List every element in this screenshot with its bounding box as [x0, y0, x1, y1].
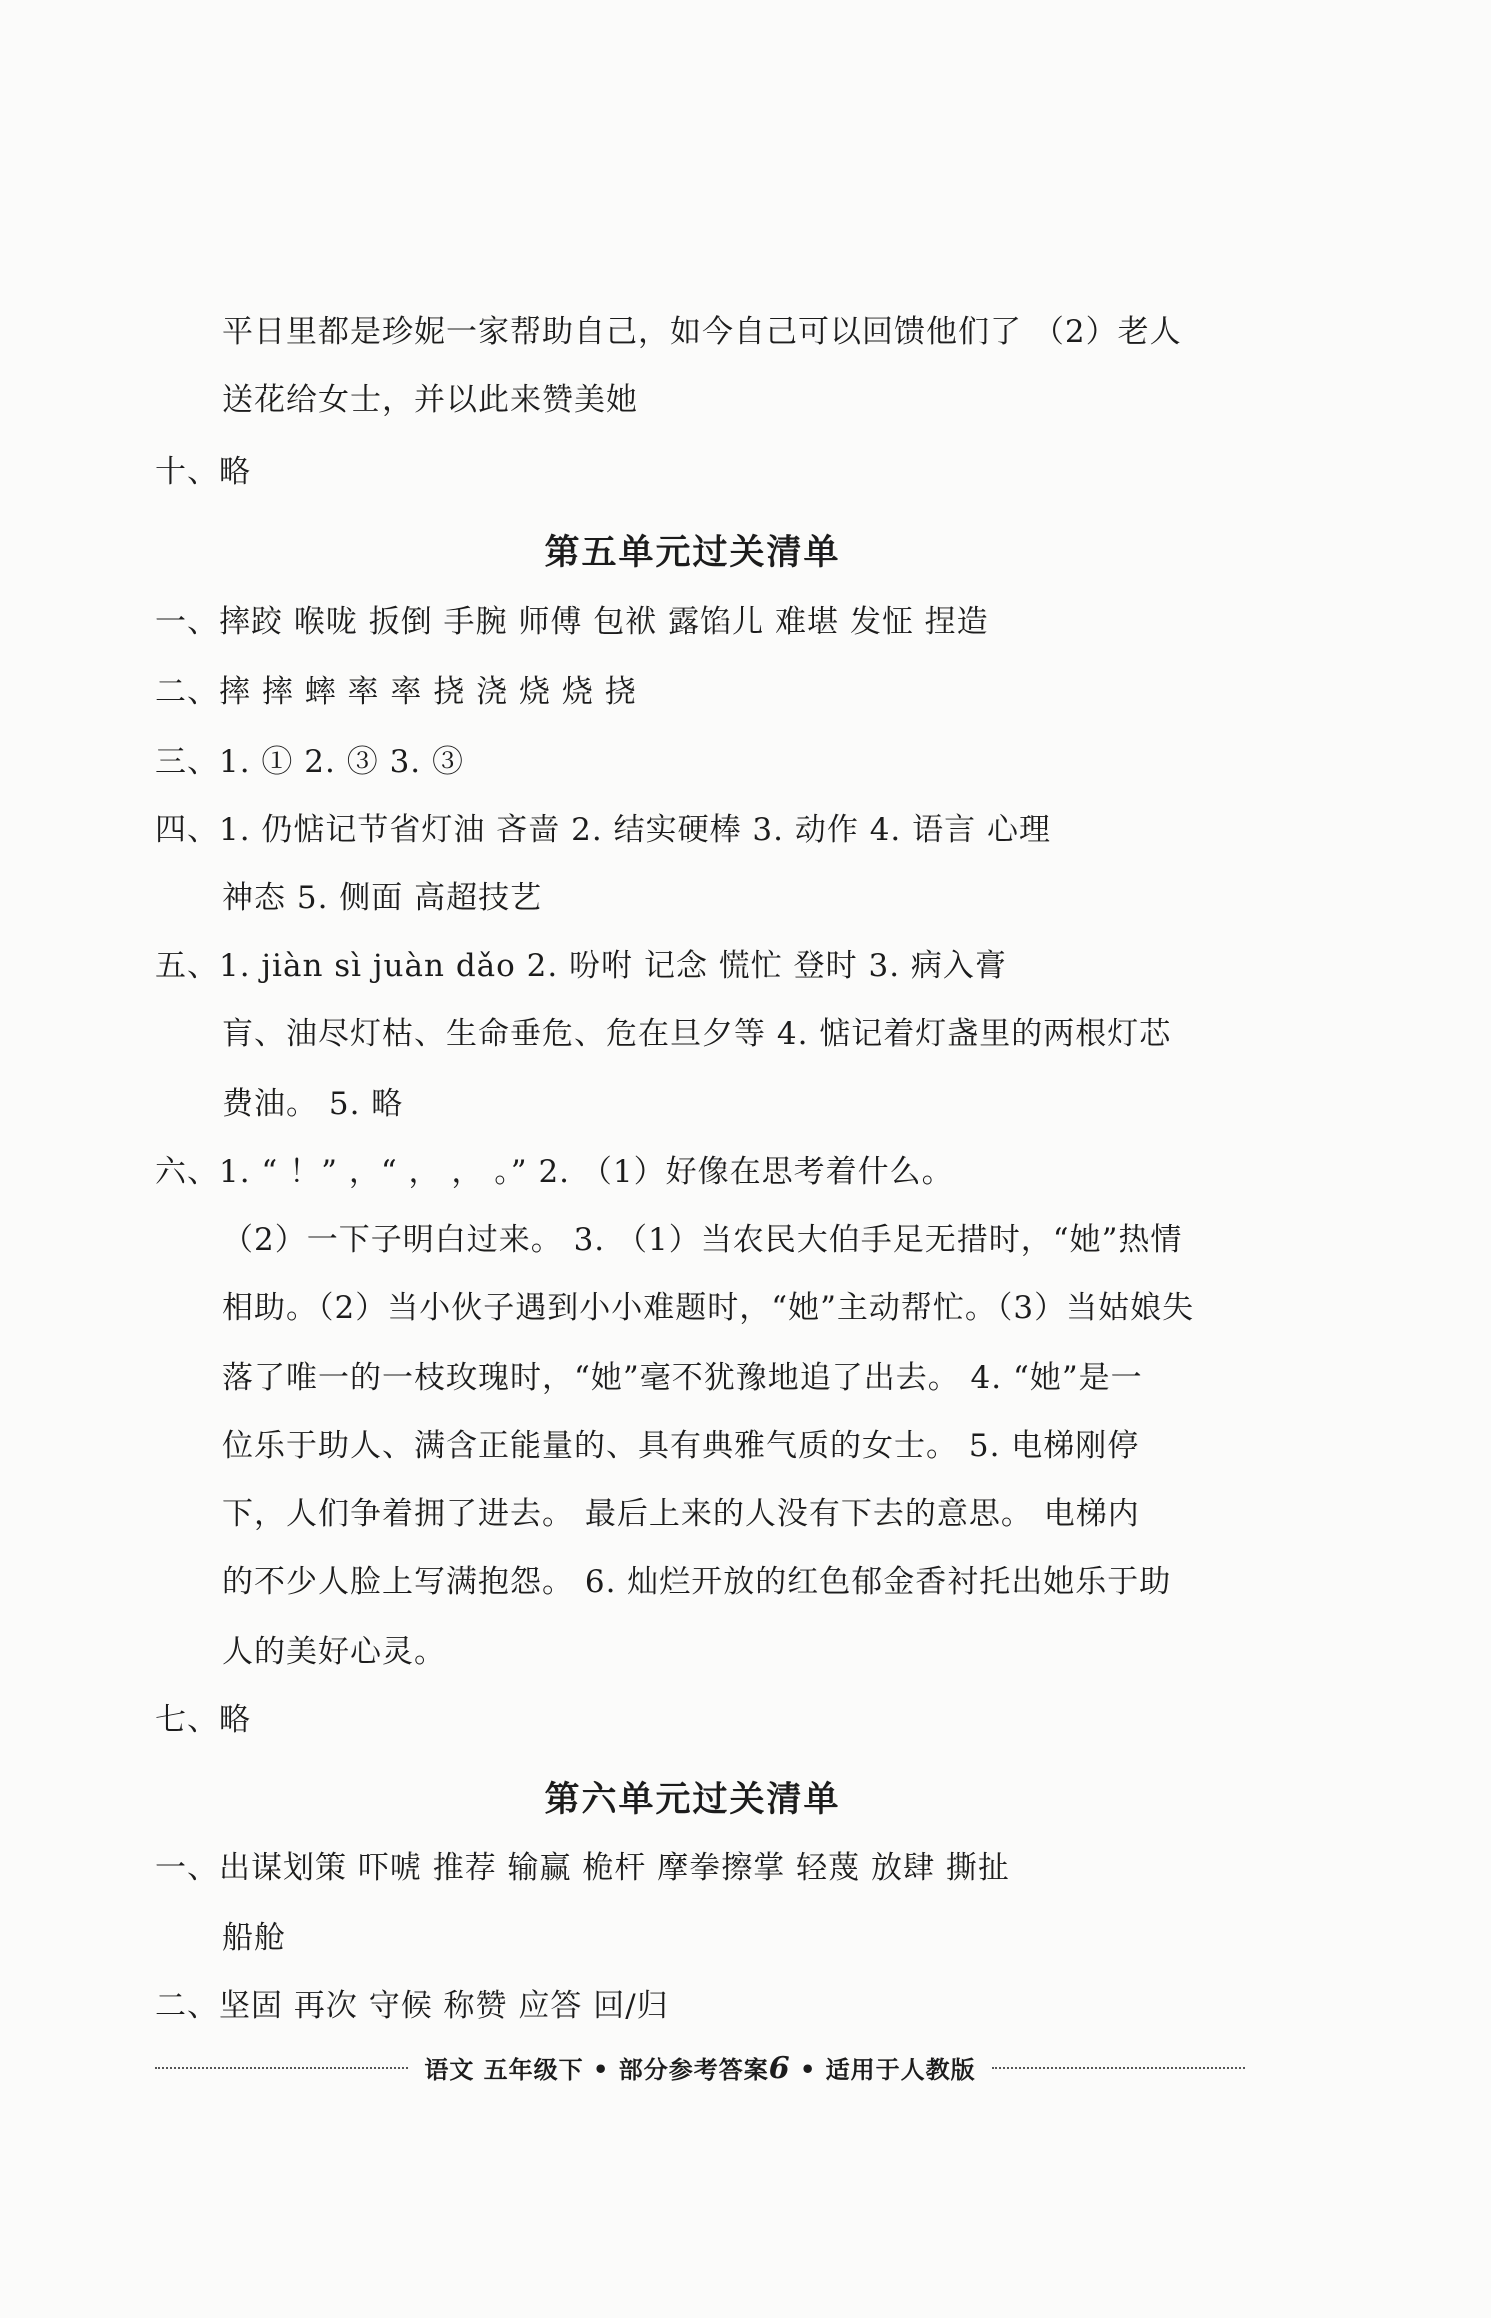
text-line: 一、摔跤 喉咙 扳倒 手腕 师傅 包袱 露馅儿 难堪 发怔 捏造: [155, 604, 989, 640]
text-line: 人的美好心灵。: [222, 1634, 446, 1670]
text-line: 三、1. ① 2. ③ 3. ③: [155, 744, 465, 780]
text-line: 五、1. jiàn sì juàn dǎo 2. 吩咐 记念 慌忙 登时 3. 病入膏: [155, 948, 1007, 984]
text-line: 二、摔 摔 蟀 率 率 挠 浇 烧 烧 挠: [155, 674, 637, 710]
text-line: 神态 5. 侧面 高超技艺: [222, 880, 543, 916]
text-line: 七、略: [155, 1702, 251, 1738]
text-line: 相助。（2）当小伙子遇到小小难题时，“她”主动帮忙。（3）当姑娘失: [222, 1290, 1195, 1326]
text-line: 平日里都是珍妮一家帮助自己，如今自己可以回馈他们了 （2）老人: [222, 314, 1182, 350]
section-heading: 第六单元过关清单: [544, 1780, 841, 1820]
page-number: 6: [768, 2051, 791, 2086]
text-line: 费油。 5. 略: [222, 1086, 404, 1122]
text-line: （2）一下子明白过来。 3. （1）当农民大伯手足无措时，“她”热情: [222, 1222, 1183, 1258]
text-line: 落了唯一的一枝玫瑰时，“她”毫不犹豫地追了出去。 4. “她”是一: [222, 1360, 1143, 1396]
text-line: 二、坚固 再次 守候 称赞 应答 回/归: [155, 1988, 669, 2024]
page-footer: [155, 2048, 1245, 2088]
text-line: 六、1. “ ！” ，“ ， ， 。” 2. （1）好像在思考着什么。: [155, 1154, 954, 1190]
text-line: 的不少人脸上写满抱怨。 6. 灿烂开放的红色郁金香衬托出她乐于助: [222, 1564, 1172, 1600]
text-line: 送花给女士，并以此来赞美她: [222, 382, 638, 418]
text-line: 位乐于助人、满含正能量的、具有典雅气质的女士。 5. 电梯刚停: [222, 1428, 1140, 1464]
text-line: 船舱: [222, 1920, 286, 1956]
footer-divider: [155, 2067, 408, 2069]
text-line: 肓、油尽灯枯、生命垂危、危在旦夕等 4. 惦记着灯盏里的两根灯芯: [222, 1016, 1172, 1052]
text-line: 四、1. 仍惦记节省灯油 吝啬 2. 结实硬棒 3. 动作 4. 语言 心理: [155, 812, 1051, 848]
text-line: 一、出谋划策 吓唬 推荐 输赢 桅杆 摩拳擦掌 轻蔑 放肆 撕扯: [155, 1850, 1010, 1886]
text-line: 下，人们争着拥了进去。 最后上来的人没有下去的意思。 电梯内: [222, 1496, 1140, 1532]
footer-divider: [992, 2067, 1245, 2069]
footer-text: 语文 五年级下 • 部分参考答案6 • 适用于人教版: [424, 2051, 976, 2086]
section-heading: 第五单元过关清单: [544, 533, 841, 573]
text-line: 十、略: [155, 454, 251, 490]
